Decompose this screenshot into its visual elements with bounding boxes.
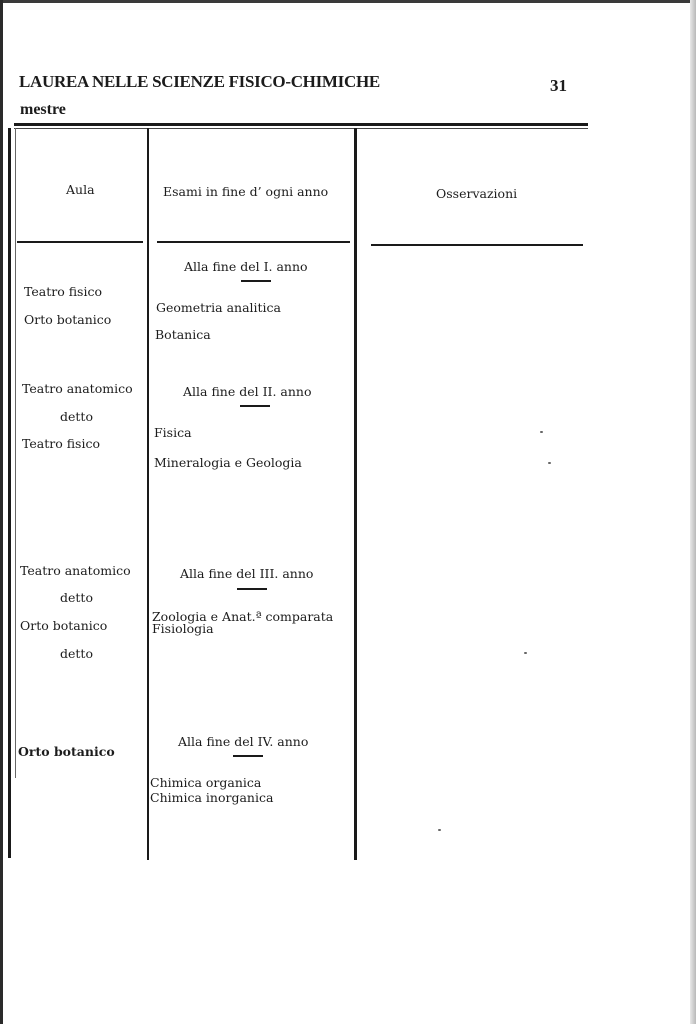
aula-entry: Teatro anatomico bbox=[22, 381, 133, 396]
column-divider-aula-esami bbox=[147, 128, 149, 860]
aula-entry: detto bbox=[60, 590, 93, 605]
aula-entry: Orto botanico bbox=[24, 312, 112, 327]
year-heading-dash bbox=[233, 755, 263, 757]
exam-entry: Botanica bbox=[155, 327, 211, 342]
exam-entry: Mineralogia e Geologia bbox=[154, 455, 302, 470]
aula-entry: detto bbox=[60, 646, 93, 661]
print-speck bbox=[524, 652, 527, 654]
exam-entry: Chimica inorganica bbox=[150, 790, 274, 805]
header-underline-esami bbox=[157, 241, 350, 243]
aula-entry: detto bbox=[60, 409, 93, 424]
page-edge-top bbox=[0, 0, 696, 3]
column-header-osservazioni: Osservazioni bbox=[436, 186, 518, 201]
header-rule-thick bbox=[14, 123, 588, 126]
exam-entry: Zoologia e Anat.ª comparata bbox=[152, 609, 334, 624]
year-heading: Alla fine del IV. anno bbox=[178, 734, 309, 749]
section-subtitle: mestre bbox=[20, 101, 66, 118]
header-underline-osservazioni bbox=[371, 244, 583, 246]
aula-entry: Teatro anatomico bbox=[20, 563, 131, 578]
running-title: LAUREA NELLE SCIENZE FISICO-CHIMICHE bbox=[19, 72, 380, 91]
print-speck bbox=[540, 431, 543, 433]
aula-entry: Teatro fisico bbox=[24, 284, 102, 299]
aula-entry: Orto botanico bbox=[18, 744, 115, 759]
exam-entry: Fisiologia bbox=[152, 621, 214, 636]
table-border-left bbox=[8, 128, 11, 858]
column-header-aula: Aula bbox=[66, 182, 95, 197]
exam-entry: Chimica organica bbox=[150, 775, 262, 790]
exam-entry: Fisica bbox=[154, 425, 192, 440]
page-edge-right bbox=[690, 0, 696, 1024]
page-edge-left bbox=[0, 0, 3, 1024]
exam-entry: Geometria analitica bbox=[156, 300, 282, 315]
year-heading: Alla fine del II. anno bbox=[183, 384, 312, 399]
year-heading-dash bbox=[237, 588, 267, 590]
column-header-esami: Esami in fine d’ ogni anno bbox=[163, 184, 329, 199]
print-speck bbox=[548, 462, 551, 464]
year-heading-dash bbox=[240, 405, 270, 407]
print-speck bbox=[438, 829, 441, 831]
table-border-inner-left bbox=[15, 128, 16, 778]
header-underline-aula bbox=[17, 241, 143, 243]
page-number: 31 bbox=[550, 76, 567, 95]
header-rule-thin bbox=[14, 128, 588, 129]
year-heading: Alla fine del I. anno bbox=[184, 259, 308, 274]
column-divider-esami-osservazioni bbox=[354, 128, 357, 860]
aula-entry: Orto botanico bbox=[20, 618, 108, 633]
year-heading-dash bbox=[241, 280, 271, 282]
year-heading: Alla fine del III. anno bbox=[180, 566, 314, 581]
aula-entry: Teatro fisico bbox=[22, 436, 100, 451]
